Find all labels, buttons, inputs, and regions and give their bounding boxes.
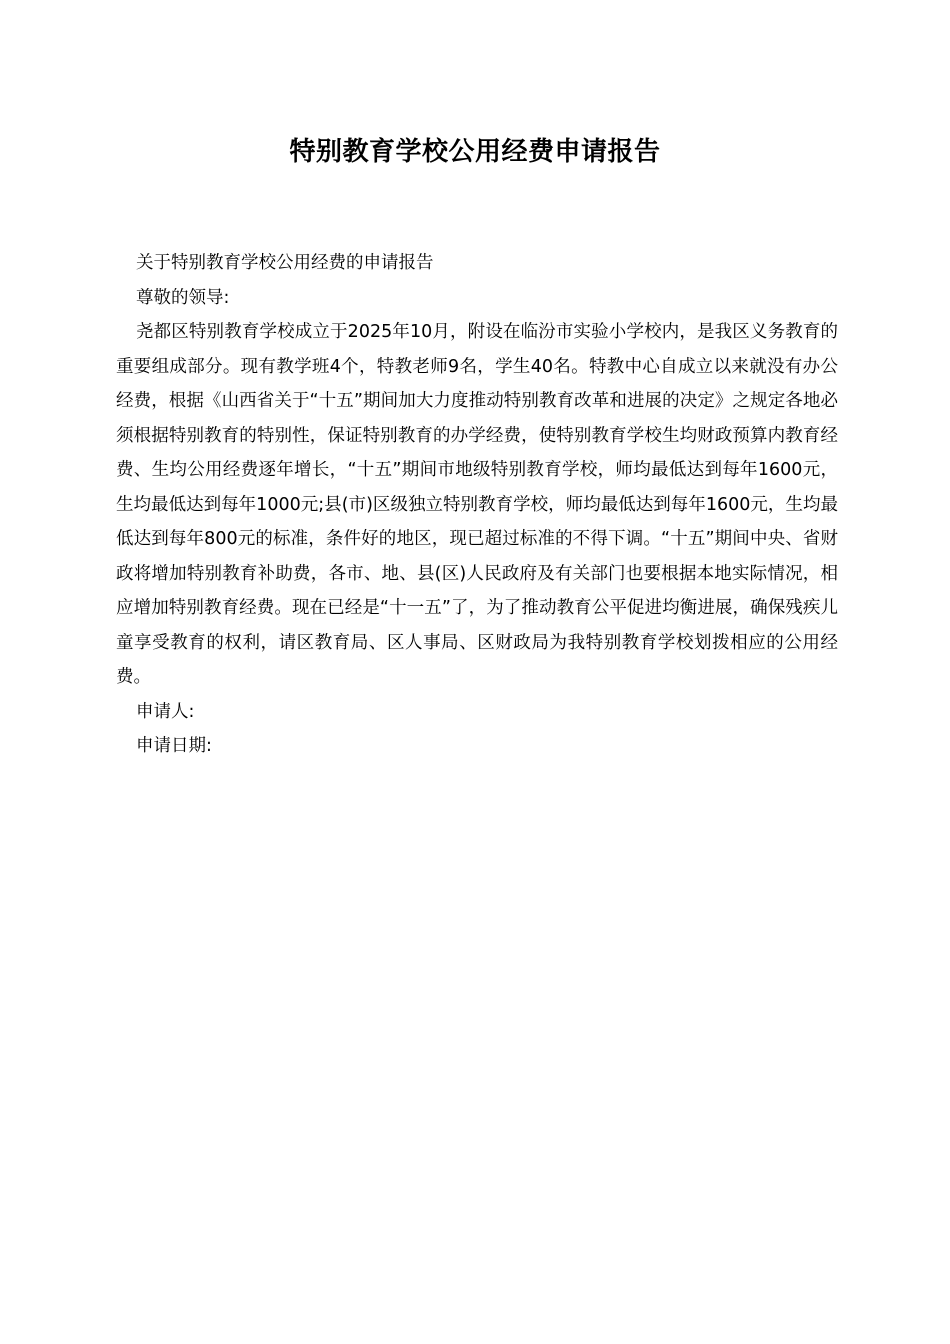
document-title: 特别教育学校公用经费申请报告 xyxy=(289,137,661,167)
main-paragraph: 尧都区特别教育学校成立于2025年10月，附设在临汾市实验小学校内，是我区义务教育的重要组成部分。现有教学班4个，特教老师9名，学生40名。特教中心自成立以来就没有办公经费，根据《山西省关于“十五”期间加大力度推动特别教育改革和进展的决定》之规定各地必须根据特别教育的特别性，保证特别教育的办学经费，使特别教育学校生均财政预算内教育经费、生均公用经费逐年增长，“十五”期间市地级特别教育学校，师均最低达到每年1600元，生均最低达到每年1000元;县(市)区级独立特别教育学校，师均最低达到每年1600元，生均最低达到每年800元的标准，条件好的地区，现已超过标准的不得下调。“十五”期间中央、省财政将增加特别教育补助费，各市、地、县(区)人民政府及有关部门也要根据本地实际情况，相应增加特别教育经费。现在已经是“十一五”了，为了推动教育公平促进均衡进展，确保残疾儿童享受教育的权利，请区教育局、区人事局、区财政局为我特别教育学校划拨相应的公用经费。 xyxy=(116,322,838,687)
report-subject-line: 关于特别教育学校公用经费的申请报告 xyxy=(136,253,434,273)
applicant-label: 申请人: xyxy=(136,701,195,722)
document-body xyxy=(116,246,838,764)
salutation: 尊敬的领导: xyxy=(136,287,230,308)
application-date-label: 申请日期: xyxy=(136,736,212,756)
